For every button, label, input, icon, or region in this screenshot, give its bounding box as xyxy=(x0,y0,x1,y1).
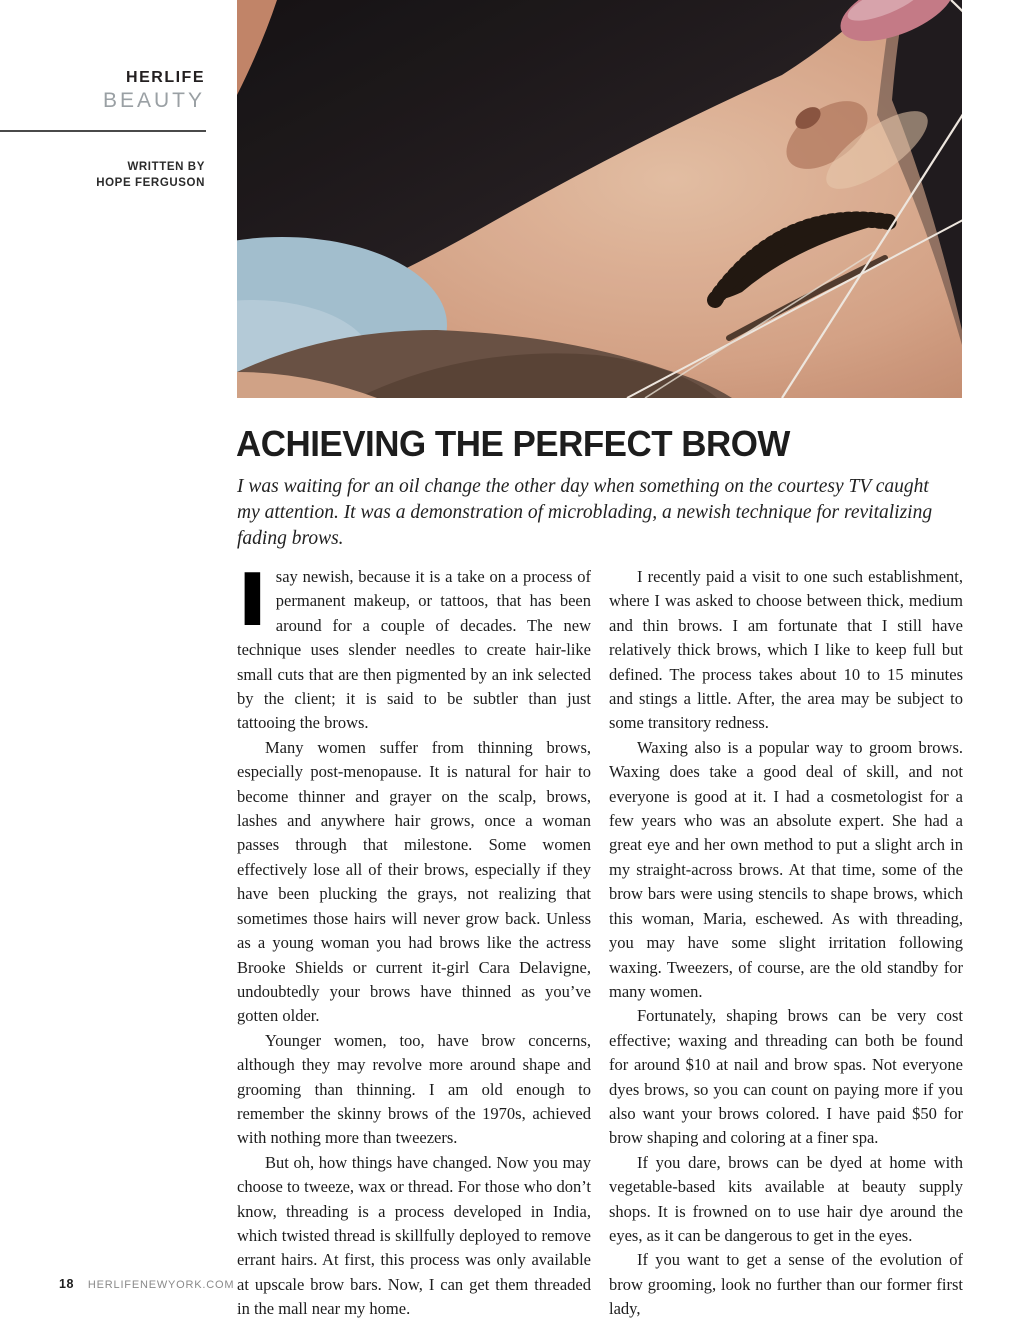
section-category: BEAUTY xyxy=(102,89,205,112)
brand-name: HERLIFE xyxy=(126,69,205,86)
footer-site: HERLIFENEWYORK.COM xyxy=(87,1279,235,1291)
paragraph: I recently paid a visit to one such establishment, where I was asked to choose between thick, medium and thin brows. I am fortunate that I still have relatively thick brows, which I like to keep full but defined. The process takes about 10 to 15 minutes and stings a little. After, the area may be subject to some transitory redness. xyxy=(609,567,963,733)
threading-photo-art xyxy=(237,0,962,398)
article-body xyxy=(237,558,963,1322)
paragraph: Many women suffer from thinning brows, especially post-menopause. It is natural for hair to become thinner and grayer on the scalp, brows, lashes and anywhere hair grows, once a woman passes through that milestone. Some women effectively lose all of their brows, especially if they have been plucking the grays, not realizing that sometimes those hairs will never grow back. Unless as a young woman you had brows like the actress Brooke Shields or current it-girl Cara Delavigne, undoubtedly your brows have thinned as you’ve gotten older. xyxy=(237,737,591,1026)
threading-photo xyxy=(237,0,962,398)
article-title: ACHIEVING THE PERFECT BROW xyxy=(236,423,790,464)
paragraph-text: say newish, because it is a take on a process of permanent makeup, or tattoos, that has been around for a couple of decades. The new technique uses slender needles to create hair-like small cuts that are then pigmented by an ink selected by the client; it is said to be subtler than just tattooing the brows. xyxy=(237,567,591,733)
right-column xyxy=(609,565,963,1322)
section-masthead xyxy=(0,68,205,114)
paragraph xyxy=(237,558,591,736)
paragraph: Waxing also is a popular way to groom brows. Waxing does take a good deal of skill, and not everyone is good at it. I had a cosmetologist for a few years who was an absolute expert. She had a great eye and her own method to put a slight arch in my straight-across brows. At that time, some of the brow bars were using stencils to shape brows, which this woman, Maria, eschewed. As with threading, you may have some slight irritation following waxing. Tweezers, of course, are the old standby for many women. xyxy=(609,737,963,1001)
article-intro: I was waiting for an oil change the other day when something on the courtesy TV caught my attention. It was a demonstration of microblading, a newish technique for revitalizing fading brows. xyxy=(237,476,933,549)
byline-label: WRITTEN BY xyxy=(127,161,205,173)
paragraph: Younger women, too, have brow concerns, although they may revolve more around shape and grooming than thinning. I am old enough to remember the skinny brows of the 1970s, achieved with nothing more than tweezers. xyxy=(237,1030,591,1148)
paragraph: Fortunately, shaping brows can be very cost effective; waxing and threading can both be found for around $10 at nail and brow spas. Not everyone dyes brows, so you can count on paying more if you also want your brows colored. I have paid $50 for brow shaping and coloring at a finer spa. xyxy=(609,1006,963,1148)
masthead-divider xyxy=(0,130,206,132)
byline xyxy=(0,159,205,191)
drop-cap: I xyxy=(237,558,268,642)
left-column xyxy=(237,558,591,1322)
paragraph: If you want to get a sense of the evolution of brow grooming, look no further than our former first lady, xyxy=(609,1250,963,1319)
paragraph: But oh, how things have changed. Now you may choose to tweeze, wax or thread. For those who don’t know, threading is a process developed in India, which twisted thread is skillfully deployed to remove errant hairs. At first, this process was only available at upscale brow bars. Now, I can get them threaded in the mall near my home. xyxy=(237,1152,591,1319)
page-number: 18 xyxy=(59,1277,74,1291)
page-footer xyxy=(59,1277,234,1291)
byline-author: HOPE FERGUSON xyxy=(96,177,205,189)
paragraph: If you dare, brows can be dyed at home with vegetable-based kits available at beauty supply shops. It is frowned on to use hair dye around the eyes, as it can be dangerous to get in the eyes. xyxy=(609,1152,963,1245)
